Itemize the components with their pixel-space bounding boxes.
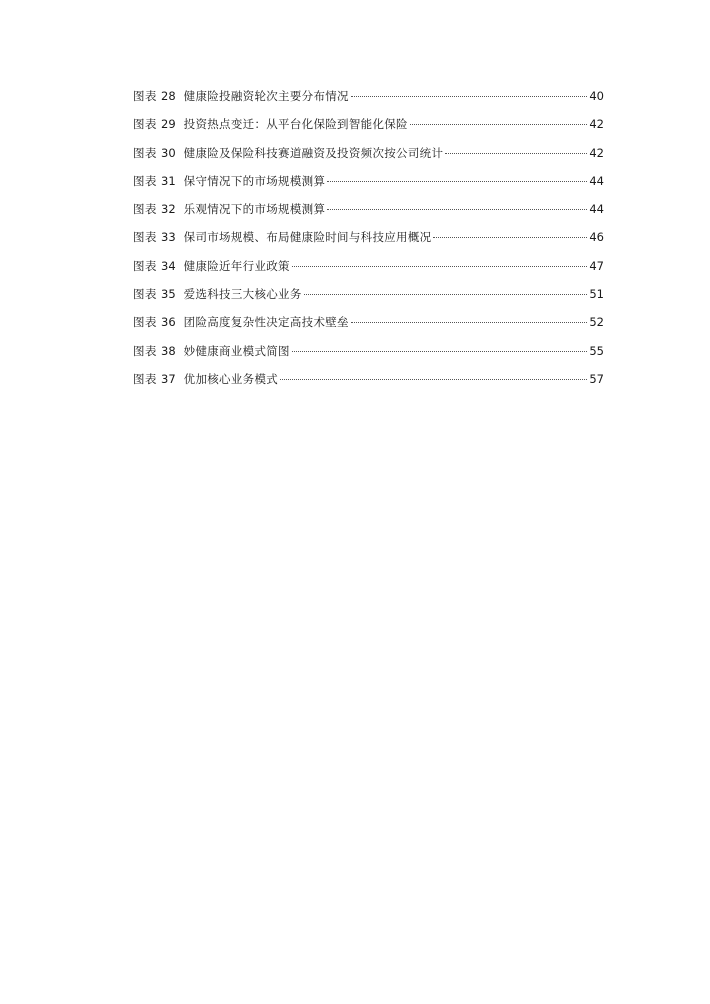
- entry-title: 投资热点变迁：从平台化保险到智能化保险: [183, 117, 408, 132]
- dot-leader: [445, 153, 587, 154]
- entry-title: 乐观情况下的市场规模测算: [183, 202, 326, 217]
- entry-page: 42: [589, 117, 604, 132]
- toc-entry[interactable]: [133, 312, 604, 340]
- entry-title: 保司市场规模、布局健康险时间与科技应用概况: [183, 230, 432, 245]
- entry-label: 图表: [133, 173, 157, 188]
- entry-label: 图表: [133, 202, 157, 217]
- entry-number: 37: [161, 371, 176, 386]
- entry-title: 妙健康商业模式简图: [183, 343, 290, 358]
- entry-number: 33: [161, 230, 176, 245]
- entry-title: 健康险近年行业政策: [183, 258, 290, 273]
- entry-number: 35: [161, 287, 176, 302]
- entry-page: 44: [589, 202, 604, 217]
- dot-leader: [292, 266, 588, 267]
- entry-label: 图表: [133, 145, 157, 160]
- entry-title: 爱选科技三大核心业务: [183, 287, 302, 302]
- entry-title: 团险高度复杂性决定高技术壁垒: [183, 315, 349, 330]
- dot-leader: [327, 181, 587, 182]
- entry-number: 30: [161, 145, 176, 160]
- entry-number: 34: [161, 258, 176, 273]
- entry-page: 40: [589, 89, 604, 103]
- toc-entry[interactable]: [133, 284, 604, 312]
- toc-entry[interactable]: [133, 199, 604, 227]
- entry-page: 51: [589, 287, 604, 302]
- entry-page: 55: [589, 343, 604, 358]
- dot-leader: [410, 124, 588, 125]
- toc-entry[interactable]: [133, 114, 604, 142]
- toc-entry[interactable]: [133, 341, 604, 369]
- toc-entry[interactable]: [133, 143, 604, 171]
- dot-leader: [351, 96, 588, 97]
- entry-number: 38: [161, 343, 176, 358]
- toc-entry[interactable]: [133, 256, 604, 284]
- dot-leader: [351, 322, 588, 323]
- toc-entry[interactable]: [133, 369, 604, 397]
- table-of-figures: [133, 86, 604, 397]
- entry-number: 32: [161, 202, 176, 217]
- entry-label: 图表: [133, 371, 157, 386]
- entry-page: 46: [589, 230, 604, 245]
- entry-number: 31: [161, 173, 176, 188]
- dot-leader: [304, 294, 588, 295]
- toc-entry[interactable]: [133, 171, 604, 199]
- entry-number: 36: [161, 315, 176, 330]
- entry-title: 健康险及保险科技赛道融资及投资频次按公司统计: [183, 145, 444, 160]
- entry-label: 图表: [133, 287, 157, 302]
- entry-title: 优加核心业务模式: [183, 371, 279, 386]
- entry-number: 28: [161, 89, 176, 103]
- entry-label: 图表: [133, 258, 157, 273]
- entry-label: 图表: [133, 230, 157, 245]
- dot-leader: [327, 209, 587, 210]
- entry-title: 健康险投融资轮次主要分布情况: [183, 89, 349, 103]
- entry-page: 52: [589, 315, 604, 330]
- toc-entry[interactable]: [133, 86, 604, 114]
- entry-title: 保守情况下的市场规模测算: [183, 173, 326, 188]
- entry-label: 图表: [133, 117, 157, 132]
- entry-page: 47: [589, 258, 604, 273]
- entry-page: 44: [589, 173, 604, 188]
- entry-page: 42: [589, 145, 604, 160]
- entry-label: 图表: [133, 89, 157, 103]
- dot-leader: [292, 351, 588, 352]
- entry-number: 29: [161, 117, 176, 132]
- toc-entry[interactable]: [133, 227, 604, 255]
- entry-label: 图表: [133, 315, 157, 330]
- dot-leader: [280, 379, 587, 380]
- entry-page: 57: [589, 371, 604, 386]
- dot-leader: [433, 237, 587, 238]
- entry-label: 图表: [133, 343, 157, 358]
